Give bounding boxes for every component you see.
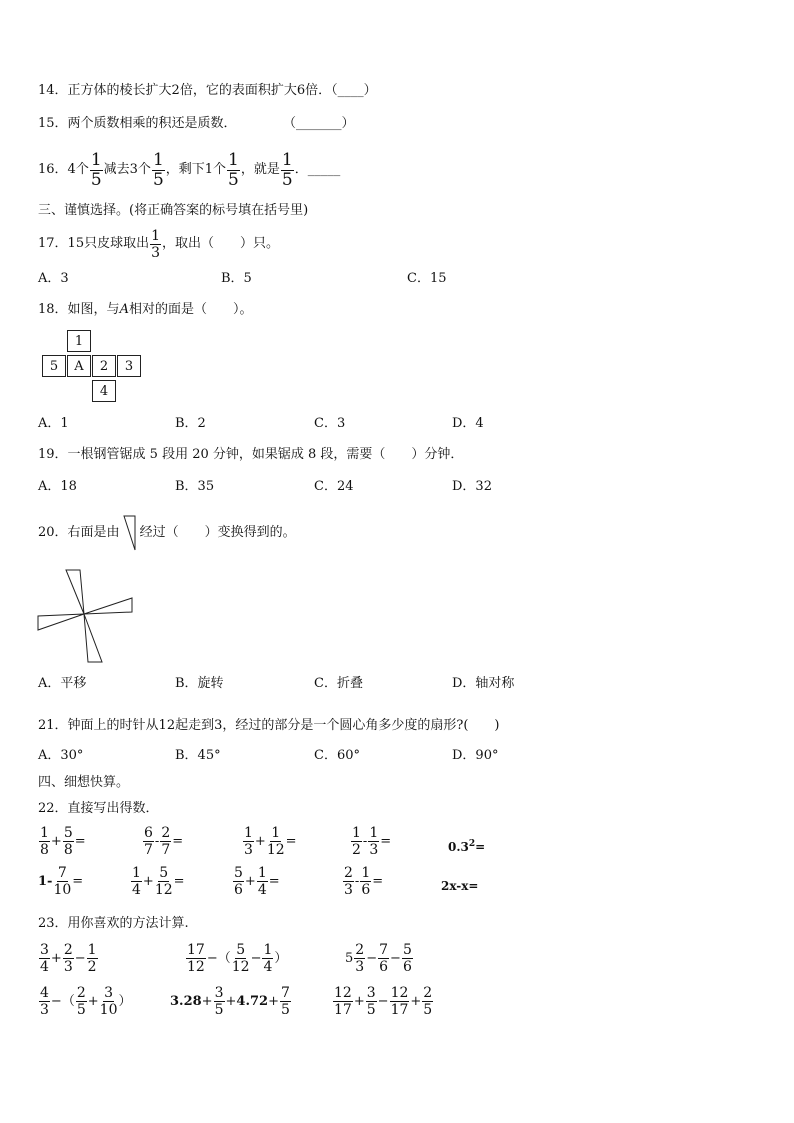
question-22: [38, 800, 159, 818]
denominator: 2: [352, 842, 361, 858]
text-part: ，就是: [240, 162, 280, 177]
fraction: [257, 866, 268, 897]
equals-sign: =: [74, 833, 86, 849]
calc-expression-6: [332, 986, 434, 1017]
denominator: 2: [87, 959, 97, 975]
fraction: [39, 826, 50, 857]
fraction: [233, 866, 244, 897]
denominator: 12: [266, 842, 285, 858]
operator: -: [154, 833, 160, 849]
numerator: 2: [423, 985, 433, 1001]
option-d[interactable]: D．32: [452, 479, 492, 494]
fraction: [143, 826, 154, 857]
denominator: 12: [187, 959, 205, 975]
fraction: [186, 943, 206, 974]
numerator: 5: [63, 825, 73, 841]
fraction: [366, 986, 377, 1017]
numerator: 3: [214, 985, 224, 1001]
calc-expression-4: [38, 986, 132, 1017]
option-c[interactable]: C．24: [314, 479, 354, 494]
whole-number: 5: [345, 950, 354, 966]
option-c[interactable]: C．3: [314, 416, 346, 431]
question-number: 21．: [38, 718, 68, 733]
numerator: 1: [352, 825, 361, 841]
calc-expression-2: [185, 943, 287, 974]
variable: A: [119, 302, 129, 317]
cube-face-a: A: [67, 355, 91, 377]
denominator: 5: [214, 1002, 224, 1018]
option-a[interactable]: A．平移: [38, 676, 87, 691]
question-text: 正方体的棱长扩大2倍，它的表面积扩大6倍．（____）: [67, 83, 377, 98]
decimal-number: 3.28: [170, 993, 202, 1009]
question-18: [38, 301, 252, 319]
question-number: 15．: [38, 116, 68, 131]
answer-blank[interactable]: ．_____: [294, 162, 341, 177]
operator: −: [377, 993, 389, 1009]
text-part: 4个: [67, 162, 89, 177]
numerator: 12: [334, 985, 352, 1001]
cube-face-2: 2: [92, 355, 116, 377]
fraction: [402, 943, 413, 974]
operator: +: [201, 993, 213, 1009]
text-part: 相对的面是（ ）。: [128, 302, 253, 317]
fraction: [39, 943, 50, 974]
option-d[interactable]: D．轴对称: [452, 676, 515, 691]
denominator: 17: [334, 1002, 352, 1018]
numerator: 5: [234, 865, 243, 881]
fraction: [155, 866, 173, 897]
question-text: 一根钢管锯成 5 段用 20 分钟，如果锯成 8 段，需要（ ）分钟．: [67, 447, 464, 462]
question-15: [38, 115, 237, 133]
numerator: 1: [361, 865, 371, 881]
expression-5: [448, 836, 485, 855]
operator: −: [366, 950, 378, 966]
numerator: 2: [76, 985, 86, 1001]
denominator: 6: [361, 882, 371, 898]
fraction: [243, 826, 254, 857]
expression-4: [350, 826, 391, 857]
question-20: [38, 515, 296, 551]
option-b[interactable]: B．35: [175, 479, 215, 494]
denominator: 5: [281, 169, 293, 190]
operator: +: [50, 950, 62, 966]
base: 0.3: [448, 840, 469, 854]
numerator: 7: [57, 865, 67, 881]
numerator: 1: [87, 942, 97, 958]
question-number: 16．: [38, 162, 68, 177]
fraction: [87, 943, 98, 974]
calc-expression-3: [345, 943, 414, 974]
denominator: 5: [366, 1002, 376, 1018]
option-b[interactable]: B．5: [221, 271, 252, 286]
expression-7: [130, 866, 185, 897]
option-a[interactable]: A．18: [38, 479, 77, 494]
option-d[interactable]: D．4: [452, 416, 484, 431]
numerator: 4: [40, 985, 49, 1001]
question-23: [38, 915, 189, 933]
fraction: [152, 149, 165, 190]
equals-sign: =: [372, 873, 384, 889]
numerator: 1: [281, 149, 293, 170]
denominator: 12: [231, 959, 250, 975]
fraction: [232, 943, 250, 974]
decimal-number: 4.72: [236, 993, 269, 1009]
numerator: 1: [90, 149, 102, 170]
operator: +: [87, 993, 99, 1009]
question-number: 17．: [38, 236, 68, 251]
option-c[interactable]: C．15: [407, 271, 447, 286]
exponent: 2: [468, 839, 476, 849]
denominator: 4: [263, 959, 273, 975]
denominator: 5: [76, 1002, 86, 1018]
operator: −（: [50, 993, 75, 1009]
fraction: [262, 943, 273, 974]
question-21: [38, 717, 499, 735]
numerator: 1: [152, 149, 164, 170]
cube-face-1: 1: [67, 330, 91, 352]
numerator: 3: [366, 985, 376, 1001]
denominator: 7: [161, 842, 171, 858]
operator: +: [244, 873, 256, 889]
numerator: 12: [390, 985, 409, 1001]
expression-10: 2x-x=: [441, 879, 479, 893]
denominator: 5: [152, 169, 164, 190]
fraction: [150, 229, 161, 260]
text-part: ，取出（ ）只。: [162, 236, 280, 251]
denominator: 3: [40, 1002, 49, 1018]
denominator: 3: [355, 959, 365, 975]
option-d[interactable]: D．90°: [452, 748, 499, 763]
rotated-triangles-figure: [36, 568, 136, 664]
question-text: 两个质数相乘的积还是质数．: [67, 116, 237, 131]
option-a[interactable]: A．3: [38, 271, 69, 286]
numerator: 1: [244, 825, 253, 841]
operator: +: [225, 993, 237, 1009]
denominator: 6: [379, 959, 389, 975]
option-b[interactable]: B．旋转: [175, 676, 224, 691]
denominator: 5: [228, 169, 239, 190]
numerator: 1: [228, 149, 239, 170]
fraction: [214, 986, 225, 1017]
operator: +: [50, 833, 62, 849]
numerator: 5: [402, 942, 412, 958]
fraction: [63, 826, 74, 857]
calc-expression-1: [38, 943, 99, 974]
question-number: 23．: [38, 916, 68, 931]
denominator: 3: [344, 882, 353, 898]
fraction: [280, 986, 291, 1017]
question-text: 钟面上的时针从12起走到3，经过的部分是一个圆心角多少度的扇形?( ): [67, 718, 500, 733]
question-14: [38, 82, 377, 100]
expression-2: [142, 826, 183, 857]
cube-face-4: 4: [92, 380, 116, 402]
option-c[interactable]: C．60°: [314, 748, 360, 763]
operator: −: [390, 950, 401, 966]
equals-sign: =: [285, 833, 297, 849]
equals-sign: =: [268, 873, 280, 889]
calc-expression-5: [170, 986, 292, 1017]
numerator: 2: [344, 865, 353, 881]
numerator: 2: [355, 942, 365, 958]
equals-sign: =: [475, 840, 486, 854]
numerator: 2: [161, 825, 171, 841]
numerator: 3: [40, 942, 49, 958]
expression-8: [232, 866, 280, 897]
fraction: [63, 943, 74, 974]
denominator: 5: [280, 1002, 290, 1018]
fraction: [351, 826, 362, 857]
numerator: 1: [263, 942, 273, 958]
close-paren: ）: [274, 950, 288, 966]
denominator: 7: [144, 842, 153, 858]
question-number: 18．: [38, 302, 68, 317]
text-part: 减去3个: [103, 162, 151, 177]
denominator: 4: [40, 959, 49, 975]
denominator: 3: [244, 842, 253, 858]
question-16: [38, 150, 340, 190]
question-text: 直接写出得数．: [67, 801, 159, 816]
numerator: 5: [159, 865, 169, 881]
question-text: 用你喜欢的方法计算.: [67, 916, 189, 931]
equals-sign: =: [172, 833, 184, 849]
text-part: 15只皮球取出: [67, 236, 150, 251]
expression-3: [242, 826, 297, 857]
operator: -: [362, 833, 368, 849]
text-part: 经过（ ）变换得到的。: [139, 525, 296, 540]
section-heading: 三、谨慎选择。(将正确答案的标号填在括号里): [38, 203, 309, 218]
option-a[interactable]: A．1: [38, 416, 69, 431]
expression-1: [38, 826, 86, 857]
operator: −（: [206, 950, 231, 966]
numerator: 17: [187, 942, 205, 958]
denominator: 10: [53, 882, 72, 898]
close-paren: ）: [118, 993, 132, 1009]
fraction: [76, 986, 87, 1017]
option-b[interactable]: B．45°: [175, 748, 221, 763]
question-number: 22．: [38, 801, 68, 816]
numerator: 1: [257, 865, 267, 881]
numerator: 6: [144, 825, 153, 841]
operator: -: [354, 873, 360, 889]
cube-face-3: 3: [117, 355, 141, 377]
numerator: 1: [369, 825, 379, 841]
equals-sign: =: [173, 873, 185, 889]
fraction: [90, 149, 103, 190]
fraction: [160, 826, 171, 857]
fraction: [360, 866, 371, 897]
numerator: 2: [63, 942, 73, 958]
denominator: 3: [151, 244, 161, 261]
operator: +: [410, 993, 422, 1009]
expression-6: [38, 866, 83, 897]
denominator: 17: [390, 1002, 409, 1018]
denominator: 4: [257, 882, 267, 898]
fraction: [390, 986, 410, 1017]
numerator: 3: [104, 985, 114, 1001]
fraction: [227, 149, 240, 190]
option-a[interactable]: A．30°: [38, 748, 84, 763]
equals-sign: =: [72, 873, 84, 889]
fraction: [354, 943, 365, 974]
fraction: [53, 866, 71, 897]
operator: −: [74, 950, 86, 966]
operator: −: [250, 950, 262, 966]
denominator: 8: [40, 842, 49, 858]
expression-9: [342, 866, 383, 897]
lead-term: 1-: [38, 873, 53, 889]
fraction: [131, 866, 142, 897]
fraction: [281, 149, 294, 190]
fraction: [343, 866, 354, 897]
question-19: [38, 446, 463, 464]
question-number: 14．: [38, 83, 68, 98]
fraction: [333, 986, 353, 1017]
denominator: 5: [423, 1002, 433, 1018]
denominator: 4: [132, 882, 141, 898]
text-part: 右面是由: [67, 525, 120, 540]
fraction: [378, 943, 389, 974]
fraction: [100, 986, 118, 1017]
denominator: 10: [99, 1002, 118, 1018]
denominator: 3: [369, 842, 379, 858]
denominator: 3: [63, 959, 73, 975]
fraction: [267, 826, 285, 857]
denominator: 6: [234, 882, 243, 898]
option-c[interactable]: C．折叠: [314, 676, 363, 691]
fraction: [368, 826, 379, 857]
numerator: 1: [151, 227, 161, 244]
denominator: 8: [63, 842, 73, 858]
answer-blank[interactable]: （_______）: [283, 116, 355, 131]
operator: +: [254, 833, 266, 849]
cube-face-5: 5: [42, 355, 66, 377]
question-number: 19．: [38, 447, 68, 462]
text-part: 如图，与: [67, 302, 120, 317]
section-heading: 四、细想快算。: [38, 775, 130, 790]
denominator: 5: [90, 169, 102, 190]
question-17: [38, 226, 279, 262]
numerator: 1: [271, 825, 281, 841]
operator: +: [142, 873, 154, 889]
operator: +: [268, 993, 279, 1009]
operator: +: [353, 993, 365, 1009]
denominator: 12: [154, 882, 173, 898]
numerator: 1: [40, 825, 49, 841]
question-number: 20．: [38, 525, 68, 540]
text-part: ，剩下1个: [165, 162, 227, 177]
numerator: 5: [236, 942, 246, 958]
triangle-icon: [123, 515, 137, 551]
numerator: 7: [280, 985, 290, 1001]
numerator: 7: [379, 942, 389, 958]
option-b[interactable]: B．2: [175, 416, 206, 431]
denominator: 6: [402, 959, 412, 975]
fraction: [39, 986, 50, 1017]
equals-sign: =: [380, 833, 392, 849]
numerator: 1: [132, 865, 141, 881]
fraction: [422, 986, 433, 1017]
